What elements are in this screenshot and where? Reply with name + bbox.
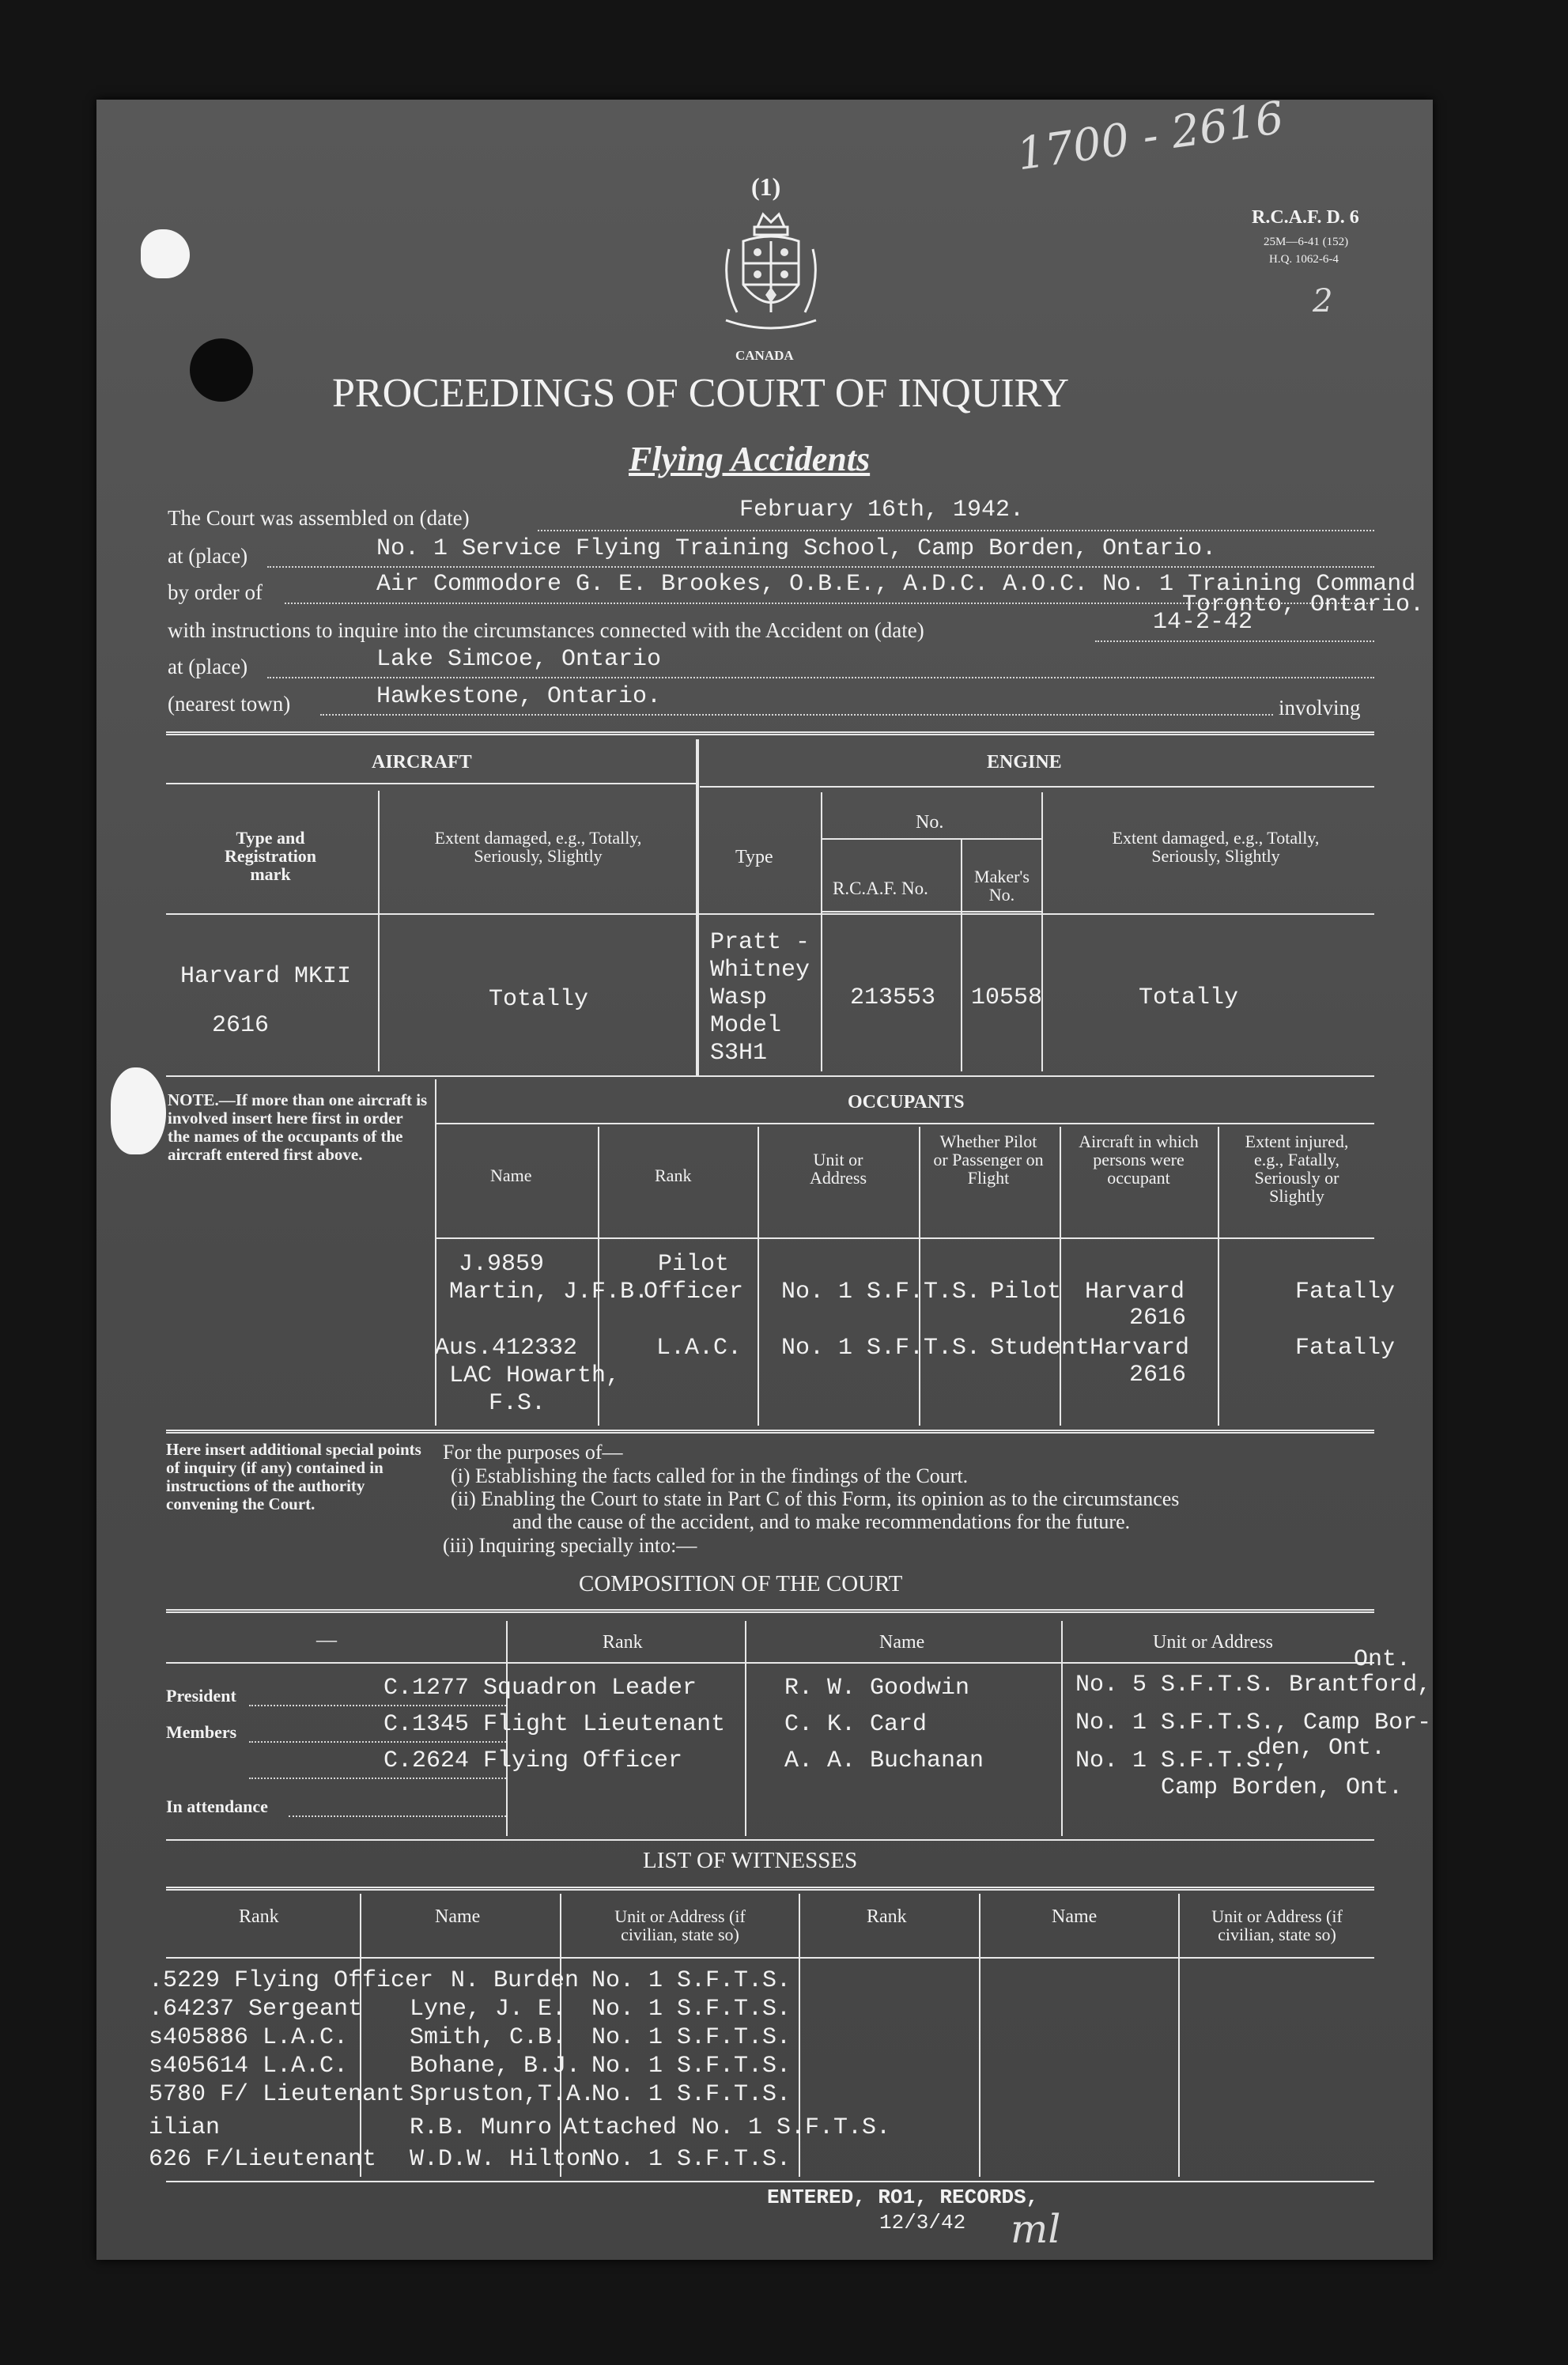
form-meta-1: 25M—6-41 (152)	[1264, 236, 1349, 248]
occupant-2-injury: Fatally	[1295, 1335, 1396, 1362]
occupant-2-role: Student	[990, 1335, 1090, 1362]
witness-col-rank-right: Rank	[867, 1906, 907, 1927]
order-label: by order of	[168, 580, 263, 604]
table-rule	[166, 1887, 1374, 1891]
involving-label: involving	[1279, 696, 1361, 720]
witness-col-rank: Rank	[239, 1906, 279, 1927]
page-number: (1)	[751, 172, 781, 201]
form-code: R.C.A.F. D. 6	[1252, 207, 1359, 228]
occupant-1-role: Pilot	[990, 1279, 1062, 1305]
dotted-line	[249, 1778, 506, 1779]
engine-type-line-3: Wasp	[710, 984, 768, 1011]
occupant-1-aircraft-reg: 2616	[1129, 1305, 1187, 1332]
table-rule	[166, 1957, 1374, 1959]
member-2-unit: No. 1 S.F.T.S.,	[1075, 1747, 1290, 1774]
nearest-town-value: Hawkestone, Ontario.	[376, 683, 662, 710]
table-rule	[166, 783, 696, 784]
president-label: President	[166, 1686, 236, 1706]
aircraft-type: Harvard MKII	[180, 963, 352, 990]
engine-rcaf-number: 213553	[850, 984, 936, 1011]
col-engine-extent: Extent damaged, e.g., Totally, Seriously, Slightly	[1112, 828, 1320, 867]
table-rule	[436, 1237, 1374, 1239]
order-value: Air Commodore G. E. Brookes, O.B.E., A.D.C. A.O.C. No. 1 Training Command	[376, 571, 1416, 598]
composition-header: COMPOSITION OF THE COURT	[579, 1571, 903, 1596]
witness-4-rank: s405614 L.A.C.	[149, 2053, 349, 2080]
table-rule	[166, 1430, 1374, 1434]
engine-damage: Totally	[1139, 984, 1239, 1011]
occupant-2-rank: L.A.C.	[656, 1335, 742, 1362]
table-divider	[696, 739, 699, 1075]
occupant-1-injury: Fatally	[1295, 1279, 1396, 1305]
table-divider	[360, 1894, 361, 2177]
engine-type-line-5: S3H1	[710, 1040, 768, 1067]
occupant-2-aircraft-reg: 2616	[1129, 1362, 1187, 1388]
witness-2-rank: .64237 Sergeant	[149, 1996, 363, 2023]
col-engine-no: No.	[916, 812, 944, 833]
paper-tear-top	[141, 229, 190, 278]
aircraft-damage: Totally	[489, 986, 589, 1013]
witness-3-rank: s405886 L.A.C.	[149, 2024, 349, 2051]
table-divider	[745, 1621, 746, 1836]
witness-2-unit: No. 1 S.F.T.S.	[591, 1996, 792, 2023]
table-divider	[1041, 792, 1043, 1071]
witness-7-rank: 626 F/Lieutenant	[149, 2146, 377, 2173]
composition-col-unit: Unit or Address	[1153, 1632, 1273, 1653]
dotted-line	[320, 714, 1273, 716]
table-rule	[822, 838, 1041, 840]
handwritten-initials: ml	[1011, 2206, 1061, 2252]
witness-6-rank: ilian	[149, 2114, 221, 2141]
table-divider	[1218, 1127, 1219, 1426]
composition-col-name: Name	[879, 1632, 925, 1653]
coat-of-arms-icon	[720, 210, 822, 348]
attendance-label: In attendance	[166, 1796, 268, 1816]
purpose-2-continued: and the cause of the accident, and to make recommendations for the future.	[512, 1510, 1131, 1533]
engine-header: ENGINE	[987, 752, 1062, 773]
table-rule	[166, 1609, 1374, 1613]
president-unit: No. 5 S.F.T.S. Brantford,	[1075, 1672, 1432, 1698]
occupant-2-initials: F.S.	[489, 1390, 546, 1417]
occupant-1-service-number: J.9859	[459, 1251, 545, 1278]
occupant-2-service-number: Aus.412332	[435, 1335, 578, 1362]
occupant-1-aircraft: Harvard	[1085, 1279, 1185, 1305]
witness-1-rank: .5229 Flying Officer	[149, 1967, 434, 1994]
assembled-date-value: February 16th, 1942.	[739, 497, 1025, 523]
occupants-header: OCCUPANTS	[848, 1092, 965, 1113]
table-rule	[166, 731, 1374, 735]
note-text: NOTE.—If more than one aircraft is involved insert here first in order the names of the occupants of the aircraft entered first above.	[168, 1090, 428, 1165]
table-rule	[436, 1123, 1374, 1124]
place-label: at (place)	[168, 544, 248, 568]
instructions-label: with instructions to inquire into the circumstances connected with the Accident on (date)	[168, 618, 924, 642]
aircraft-header: AIRCRAFT	[372, 752, 472, 773]
table-divider	[1060, 1127, 1061, 1426]
member-1-name: C. K. Card	[784, 1711, 928, 1738]
witness-1-name: N. Burden	[451, 1967, 580, 1994]
table-divider	[758, 1127, 759, 1426]
col-aircraft-extent: Extent damaged, e.g., Totally, Seriously, Slightly	[434, 828, 642, 867]
occupant-2-aircraft: Harvard	[1090, 1335, 1190, 1362]
col-occupant-aircraft: Aircraft in which persons were occupant	[1079, 1131, 1199, 1188]
col-makers-no: Maker's No.	[974, 867, 1030, 905]
handwritten-reference: 1700 - 2616	[1014, 92, 1287, 181]
engine-makers-number: 10558	[971, 984, 1043, 1011]
witness-5-unit: No. 1 S.F.T.S.	[591, 2081, 792, 2108]
dotted-line	[249, 1705, 506, 1706]
member-2-unit-extra: den, Ont.	[1257, 1735, 1386, 1762]
occupant-2-name: LAC Howarth,	[449, 1362, 621, 1389]
witness-7-unit: No. 1 S.F.T.S.	[591, 2146, 792, 2173]
punch-hole	[190, 338, 253, 402]
witnesses-header: LIST OF WITNESSES	[643, 1848, 858, 1873]
table-divider	[919, 1127, 920, 1426]
witness-3-name: Smith, C.B.	[410, 2024, 567, 2051]
table-divider	[1061, 1621, 1063, 1836]
occupant-1-name: Martin, J.F.B.	[449, 1279, 649, 1305]
members-label: Members	[166, 1722, 237, 1742]
witness-4-name: Bohane, B.J.	[410, 2053, 581, 2080]
dotted-line	[249, 1741, 506, 1743]
special-inquiry-note: Here insert additional special points of inquiry (if any) contained in instructions of the authority convening the Court.	[166, 1440, 421, 1514]
table-divider	[1178, 1894, 1180, 2177]
witness-col-unit: Unit or Address (if civilian, state so)	[614, 1906, 746, 1945]
president-name: R. W. Goodwin	[784, 1675, 970, 1702]
col-occupant-injury: Extent injured, e.g., Fatally, Seriously or Slightly	[1245, 1131, 1349, 1207]
col-occupant-role: Whether Pilot or Passenger on Flight	[933, 1131, 1044, 1188]
occupant-1-rank-1: Pilot	[658, 1251, 730, 1278]
table-rule	[166, 2181, 1374, 2182]
records-stamp-date: 12/3/42	[879, 2211, 966, 2235]
president-unit-extra: Ont.	[1354, 1646, 1411, 1673]
accident-place-label: at (place)	[168, 655, 248, 678]
paper-tear-left	[111, 1067, 166, 1154]
table-divider	[979, 1894, 980, 2177]
col-occupant-unit: Unit or Address	[809, 1150, 867, 1188]
table-divider	[435, 1079, 436, 1426]
col-engine-type: Type	[735, 847, 773, 867]
order-value-continued: Toronto, Ontario.	[1182, 591, 1425, 618]
table-rule	[700, 786, 1374, 788]
dotted-line	[267, 566, 1374, 568]
aircraft-registration: 2616	[212, 1012, 270, 1039]
witness-6-name: R.B. Munro	[410, 2114, 553, 2141]
accident-place-value: Lake Simcoe, Ontario	[376, 646, 662, 673]
form-meta-2: H.Q. 1062-6-4	[1269, 253, 1339, 266]
witness-5-rank: 5780 F/ Lieutenant	[149, 2081, 406, 2108]
composition-col-rank: Rank	[603, 1632, 643, 1653]
handwritten-page-number: 2	[1313, 283, 1333, 319]
witness-1-unit: No. 1 S.F.T.S.	[591, 1967, 792, 1994]
page-title: PROCEEDINGS OF COURT OF INQUIRY	[332, 371, 1070, 416]
table-rule	[166, 1839, 1374, 1841]
table-rule	[166, 1662, 1374, 1664]
table-rule	[166, 913, 1374, 915]
dotted-line	[1095, 640, 1374, 642]
table-divider	[961, 838, 962, 1071]
member-1-rank: C.1345 Flight Lieutenant	[383, 1711, 726, 1738]
crest-label: CANADA	[735, 348, 794, 363]
engine-type-line-4: Model	[710, 1012, 782, 1039]
dotted-line	[267, 677, 1374, 678]
occupant-1-rank-2: Officer	[644, 1279, 744, 1305]
witness-col-unit-right: Unit or Address (if civilian, state so)	[1211, 1906, 1343, 1945]
table-rule	[166, 1075, 1374, 1077]
member-2-name: A. A. Buchanan	[784, 1747, 984, 1774]
occupant-2-unit: No. 1 S.F.T.S.	[781, 1335, 981, 1362]
witness-6-unit: Attached No. 1 S.F.T.S.	[563, 2114, 891, 2141]
purpose-2: (ii) Enabling the Court to state in Part C of this Form, its opinion as to the circumstances	[451, 1487, 1180, 1510]
member-1-unit: No. 1 S.F.T.S., Camp Bor-	[1075, 1710, 1432, 1736]
witness-col-name-right: Name	[1052, 1906, 1098, 1927]
purposes-intro: For the purposes of—	[443, 1441, 623, 1464]
witness-2-name: Lyne, J. E.	[410, 1996, 567, 2023]
page-subtitle: Flying Accidents	[629, 440, 871, 478]
president-rank: C.1277 Squadron Leader	[383, 1675, 697, 1702]
composition-col-blank: —	[316, 1628, 337, 1651]
col-type-registration: Type and Registration mark	[224, 828, 317, 885]
nearest-town-label: (nearest town)	[168, 692, 291, 716]
member-2-rank: C.2624 Flying Officer	[383, 1747, 683, 1774]
table-divider	[378, 791, 380, 1071]
member-2-unit-line-2: Camp Borden, Ont.	[1161, 1774, 1404, 1801]
occupant-1-unit: No. 1 S.F.T.S.	[781, 1279, 981, 1305]
place-value: No. 1 Service Flying Training School, Camp Borden, Ontario.	[376, 535, 1217, 562]
purpose-1: (i) Establishing the facts called for in the findings of the Court.	[451, 1464, 969, 1487]
records-stamp: ENTERED, RO1, RECORDS,	[767, 2186, 1039, 2209]
table-rule	[822, 911, 1041, 912]
witness-3-unit: No. 1 S.F.T.S.	[591, 2024, 792, 2051]
assembled-date-label: The Court was assembled on (date)	[168, 506, 470, 530]
dotted-line	[538, 530, 1374, 531]
engine-type-line-2: Whitney	[710, 957, 810, 984]
engine-type-line-1: Pratt -	[710, 929, 810, 956]
col-occupant-rank: Rank	[655, 1165, 692, 1185]
col-occupant-name: Name	[490, 1165, 532, 1185]
witness-4-unit: No. 1 S.F.T.S.	[591, 2053, 792, 2080]
purpose-3: (iii) Inquiring specially into:—	[443, 1534, 697, 1557]
col-rcaf-no: R.C.A.F. No.	[833, 878, 928, 898]
table-divider	[821, 792, 822, 1071]
dotted-line	[289, 1815, 506, 1817]
witness-col-name: Name	[435, 1906, 481, 1927]
accident-date: 14-2-42	[1153, 609, 1253, 636]
witness-7-name: W.D.W. Hilton	[410, 2146, 595, 2173]
witness-5-name: Spruston,T.A.	[410, 2081, 595, 2108]
